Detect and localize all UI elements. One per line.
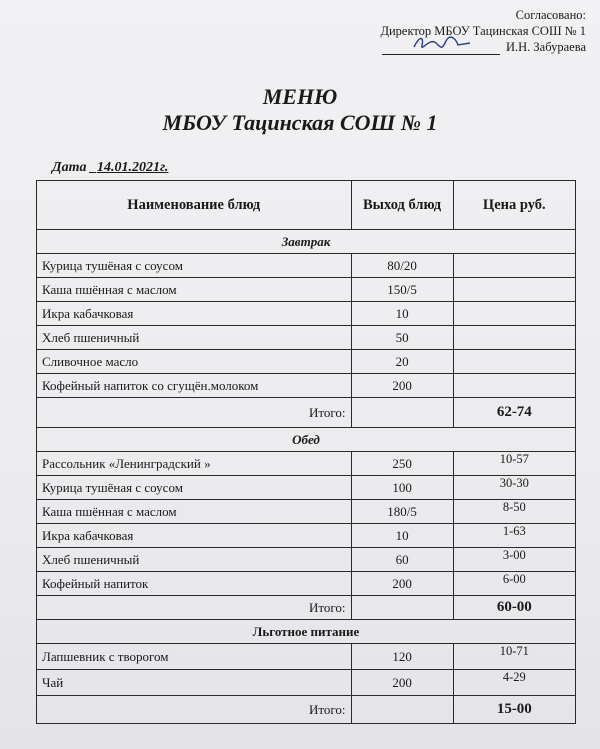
column-header-dish: Наименование блюд (37, 181, 352, 230)
dish-price: 30-30 (453, 476, 575, 500)
table-row (37, 644, 576, 670)
approval-signer: И.Н. Забураева (505, 40, 586, 54)
table-row (37, 572, 576, 596)
table-row (37, 548, 576, 572)
table-row (37, 670, 576, 696)
dish-name: Икра кабачковая (37, 524, 352, 548)
dish-weight: 200 (351, 572, 453, 596)
dish-price: 6-00 (453, 572, 575, 596)
total-weight-empty (351, 596, 453, 620)
dish-price: 10-71 (453, 644, 575, 670)
total-weight-empty (351, 696, 453, 724)
dish-weight: 200 (351, 374, 453, 398)
dish-name: Кофейный напиток со сгущён.молоком (37, 374, 352, 398)
dish-weight: 180/5 (351, 500, 453, 524)
dish-weight: 80/20 (351, 254, 453, 278)
table-row (37, 350, 576, 374)
total-label: Итого: (37, 696, 352, 724)
dish-weight: 10 (351, 524, 453, 548)
table-row (37, 476, 576, 500)
section-title-benefit: Льготное питание (37, 620, 576, 644)
dish-weight: 120 (351, 644, 453, 670)
dish-name: Курица тушёная с соусом (37, 254, 352, 278)
dish-name: Хлеб пшеничный (37, 548, 352, 572)
section-row-lunch (37, 428, 576, 452)
signature-icon (412, 33, 472, 53)
dish-weight: 150/5 (351, 278, 453, 302)
dish-weight: 20 (351, 350, 453, 374)
date-line (52, 160, 168, 176)
dish-price: 8-50 (453, 500, 575, 524)
dish-name: Икра кабачковая (37, 302, 352, 326)
total-weight-empty (351, 398, 453, 428)
dish-name: Лапшевник с творогом (37, 644, 352, 670)
dish-name: Сливочное масло (37, 350, 352, 374)
section-row-breakfast (37, 230, 576, 254)
column-header-price: Цена руб. (453, 181, 575, 230)
dish-weight: 50 (351, 326, 453, 350)
dish-name: Каша пшённая с маслом (37, 500, 352, 524)
dish-price (453, 350, 575, 374)
approval-block (326, 8, 586, 55)
section-title-lunch: Обед (37, 428, 576, 452)
dish-name: Хлеб пшеничный (37, 326, 352, 350)
date-label: Дата _ (52, 160, 97, 175)
dish-price (453, 326, 575, 350)
date-value: 14.01.2021г. (96, 160, 169, 175)
total-row-breakfast (37, 398, 576, 428)
signature-line (382, 42, 500, 55)
dish-price (453, 302, 575, 326)
menu-table (36, 180, 576, 724)
dish-name: Кофейный напиток (37, 572, 352, 596)
total-label: Итого: (37, 596, 352, 620)
dish-price: 1-63 (453, 524, 575, 548)
section-title-breakfast: Завтрак (37, 230, 576, 254)
total-label: Итого: (37, 398, 352, 428)
section-row-benefit (37, 620, 576, 644)
dish-price: 10-57 (453, 452, 575, 476)
dish-weight: 250 (351, 452, 453, 476)
dish-price (453, 254, 575, 278)
total-value: 15-00 (453, 696, 575, 724)
table-row (37, 278, 576, 302)
dish-name: Чай (37, 670, 352, 696)
dish-name: Рассольник «Ленинградский » (37, 452, 352, 476)
table-row (37, 302, 576, 326)
table-header-row (37, 181, 576, 230)
approval-position: Директор МБОУ Тацинская СОШ № 1 (380, 24, 586, 38)
approval-signature-row (326, 40, 586, 55)
table-row (37, 374, 576, 398)
school-name: МБОУ Тацинская СОШ № 1 (162, 110, 438, 135)
table-row (37, 452, 576, 476)
dish-name: Курица тушёная с соусом (37, 476, 352, 500)
total-row-lunch (37, 596, 576, 620)
page-title: МЕНЮ (262, 84, 338, 109)
table-row (37, 500, 576, 524)
total-value: 62-74 (453, 398, 575, 428)
total-row-benefit (37, 696, 576, 724)
dish-weight: 200 (351, 670, 453, 696)
dish-weight: 10 (351, 302, 453, 326)
dish-weight: 100 (351, 476, 453, 500)
dish-price (453, 374, 575, 398)
table-row (37, 524, 576, 548)
dish-price: 4-29 (453, 670, 575, 696)
dish-price (453, 278, 575, 302)
dish-name: Каша пшённая с маслом (37, 278, 352, 302)
approval-agreed: Согласовано: (515, 8, 586, 22)
column-header-weight: Выход блюд (351, 181, 453, 230)
table-row (37, 254, 576, 278)
dish-weight: 60 (351, 548, 453, 572)
table-row (37, 326, 576, 350)
dish-price: 3-00 (453, 548, 575, 572)
total-value: 60-00 (453, 596, 575, 620)
